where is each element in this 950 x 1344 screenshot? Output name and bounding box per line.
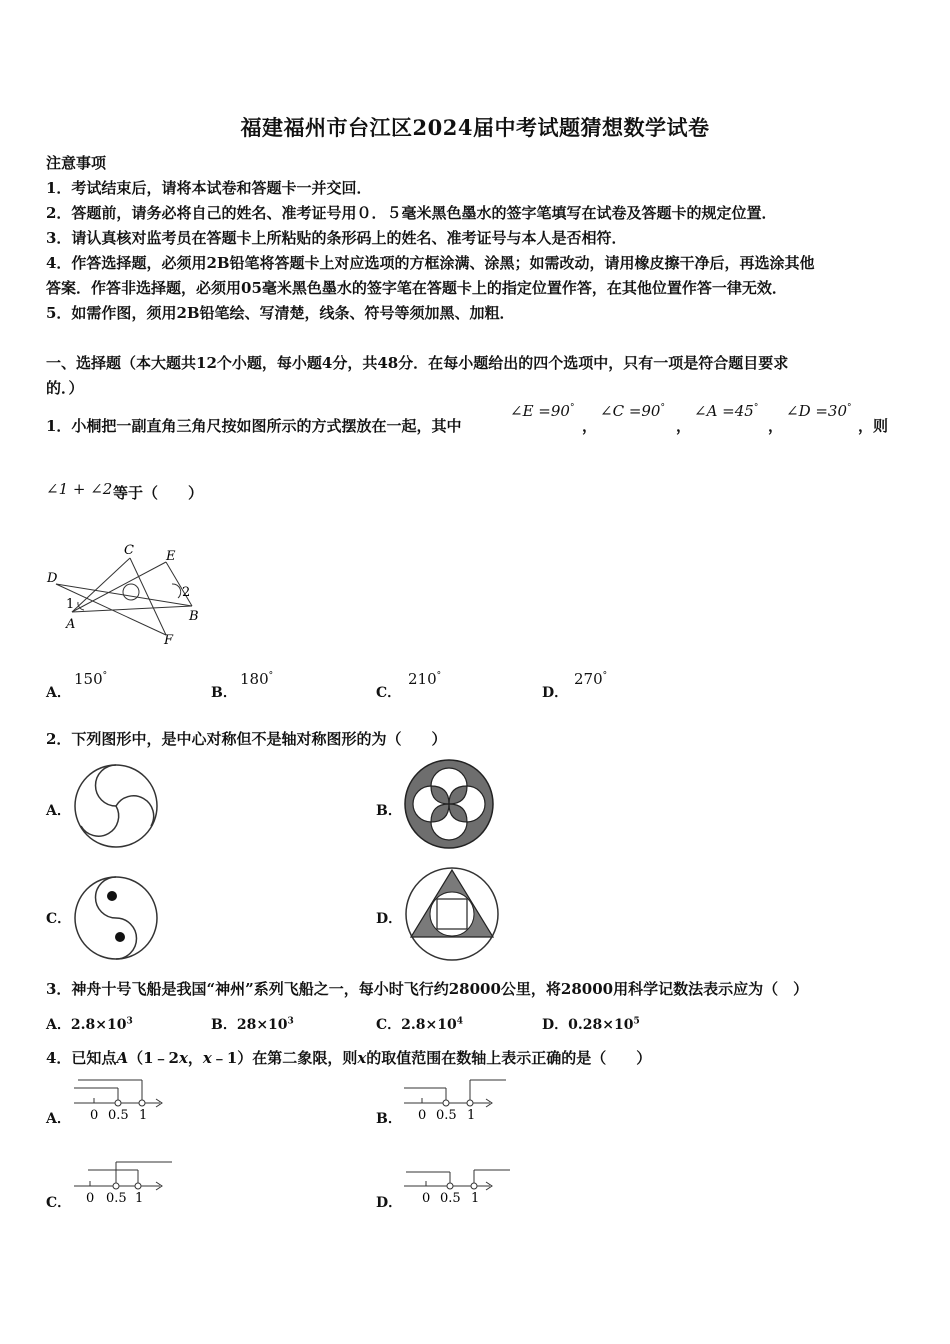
q1-cond-d: ∠D =30°	[786, 402, 852, 420]
q1-cond-c: ∠C =90°	[600, 402, 665, 420]
tick-half: 0.5	[436, 1108, 457, 1123]
tick-half: 0.5	[106, 1191, 127, 1206]
notice-heading: 注意事项	[46, 154, 107, 172]
section-heading-cont: 的．）	[46, 379, 84, 397]
notice-item: 1．考试结束后，请将本试卷和答题卡一并交回．	[46, 179, 372, 197]
notice-item: 3．请认真核对监考员在答题卡上所粘贴的条形码上的姓名、准考证号与本人是否相符．	[46, 229, 627, 247]
q4-option-d[interactable]: D．	[376, 1195, 403, 1211]
q1-sep: ，	[676, 417, 692, 435]
tick-1: 1	[139, 1108, 148, 1123]
q3-option-c[interactable]: C．$2.8\times 10^4$	[376, 1016, 463, 1033]
q1-stem: 1．小桐把一副直角三角尺按如图所示的方式摆放在一起，其中	[46, 417, 462, 435]
q3-option-d[interactable]: D．$0.28\times 10^5$	[542, 1016, 640, 1033]
tick-1: 1	[471, 1191, 480, 1206]
page-title: 福建福州市台江区2024届中考试题猜想数学试卷	[240, 115, 710, 140]
q1-cond-a: ∠A =45°	[694, 402, 759, 420]
tick-0: 0	[90, 1108, 99, 1123]
line-ab	[72, 606, 192, 612]
line-ca	[72, 558, 130, 612]
q1-cond-e: ∠E =90°	[510, 402, 575, 420]
notice-item: 5．如需作图，须用2B铅笔绘、写清楚，线条、符号等须加黑、加粗．	[46, 304, 515, 322]
q3-stem: 3．神舟十号飞船是我国“神州”系列飞船之一，每小时飞行约28000公里，将28000用科学记数法表示应为（ ）	[46, 980, 809, 998]
q2-option-b[interactable]: B．	[376, 803, 402, 819]
q1-option-c-value: 210°	[408, 670, 442, 688]
q4-numberline-c	[72, 1158, 182, 1206]
hole-circle	[123, 584, 139, 600]
q1-triangle-figure	[44, 540, 214, 650]
q1-sep: ，	[768, 417, 784, 435]
label-1: 1	[66, 597, 75, 612]
q1-option-a[interactable]: A．	[46, 685, 71, 701]
tick-0: 0	[86, 1191, 95, 1206]
q2-stem: 2．下列图形中，是中心对称但不是轴对称图形的为（ ）	[46, 730, 447, 748]
label-f: F	[164, 633, 174, 648]
q1-option-b[interactable]: B．	[211, 685, 237, 701]
tick-half: 0.5	[108, 1108, 129, 1123]
q1-option-d[interactable]: D．	[542, 685, 569, 701]
q4-option-a[interactable]: A．	[46, 1111, 71, 1127]
q3-option-b[interactable]: B．$28\times 10^3$	[211, 1016, 294, 1033]
q1-option-b-value: 180°	[240, 670, 274, 688]
q1-ask: 等于（ ）	[113, 484, 204, 502]
tick-1: 1	[467, 1108, 476, 1123]
q1-expression: ∠1 + ∠2	[46, 480, 113, 498]
label-a: A	[66, 617, 76, 632]
label-e: E	[166, 549, 176, 564]
q2-option-d[interactable]: D．	[376, 911, 403, 927]
q1-option-d-value: 270°	[574, 670, 608, 688]
q4-stem: 4．已知点A（1﹣2x，x﹣1）在第二象限，则x的取值范围在数轴上表示正确的是（ ）	[46, 1049, 652, 1067]
q3-option-a[interactable]: A．$2.8\times 10^3$	[46, 1016, 133, 1033]
tick-0: 0	[422, 1191, 431, 1206]
q2-figure-c-yin-yang	[72, 874, 162, 962]
q4-numberline-a	[72, 1076, 172, 1124]
q2-figure-d-triangle-square	[402, 864, 502, 962]
q4-option-c[interactable]: C．	[46, 1195, 72, 1211]
section-heading: 一、选择题（本大题共12个小题，每小题4分，共48分．在每小题给出的四个选项中，只有一项是符合题目要求	[46, 354, 789, 372]
q2-option-c[interactable]: C．	[46, 911, 72, 927]
angle-2-arc	[172, 584, 181, 598]
q2-figure-b-four-petal	[402, 758, 498, 850]
notice-item: 2．答题前，请务必将自己的姓名、准考证号用０．５毫米黑色墨水的签字笔填写在试卷及答题卡的规定位置．	[46, 204, 777, 222]
label-2: 2	[182, 585, 191, 600]
notice-item: 4．作答选择题，必须用2B铅笔将答题卡上对应选项的方框涂满、涂黑；如需改动，请用橡皮擦干净后，再选涂其他	[46, 254, 815, 272]
q1-stem-suffix: ，则	[858, 417, 889, 435]
tick-1: 1	[135, 1191, 144, 1206]
label-b: B	[189, 609, 199, 624]
q2-figure-a-pinwheel	[72, 762, 162, 850]
tick-0: 0	[418, 1108, 427, 1123]
q2-option-a[interactable]: A．	[46, 803, 71, 819]
q4-numberline-d	[402, 1158, 514, 1206]
tick-half: 0.5	[440, 1191, 461, 1206]
q1-option-a-value: 150°	[74, 670, 108, 688]
q4-numberline-b	[402, 1076, 512, 1124]
notice-item: 答案．作答非选择题，必须用05毫米黑色墨水的签字笔在答题卡上的指定位置作答，在其他位置作答一律无效．	[46, 279, 787, 297]
label-c: C	[124, 543, 134, 558]
q1-option-c[interactable]: C．	[376, 685, 402, 701]
label-d: D	[47, 571, 58, 586]
q4-option-b[interactable]: B．	[376, 1111, 402, 1127]
q1-sep: ，	[582, 417, 598, 435]
